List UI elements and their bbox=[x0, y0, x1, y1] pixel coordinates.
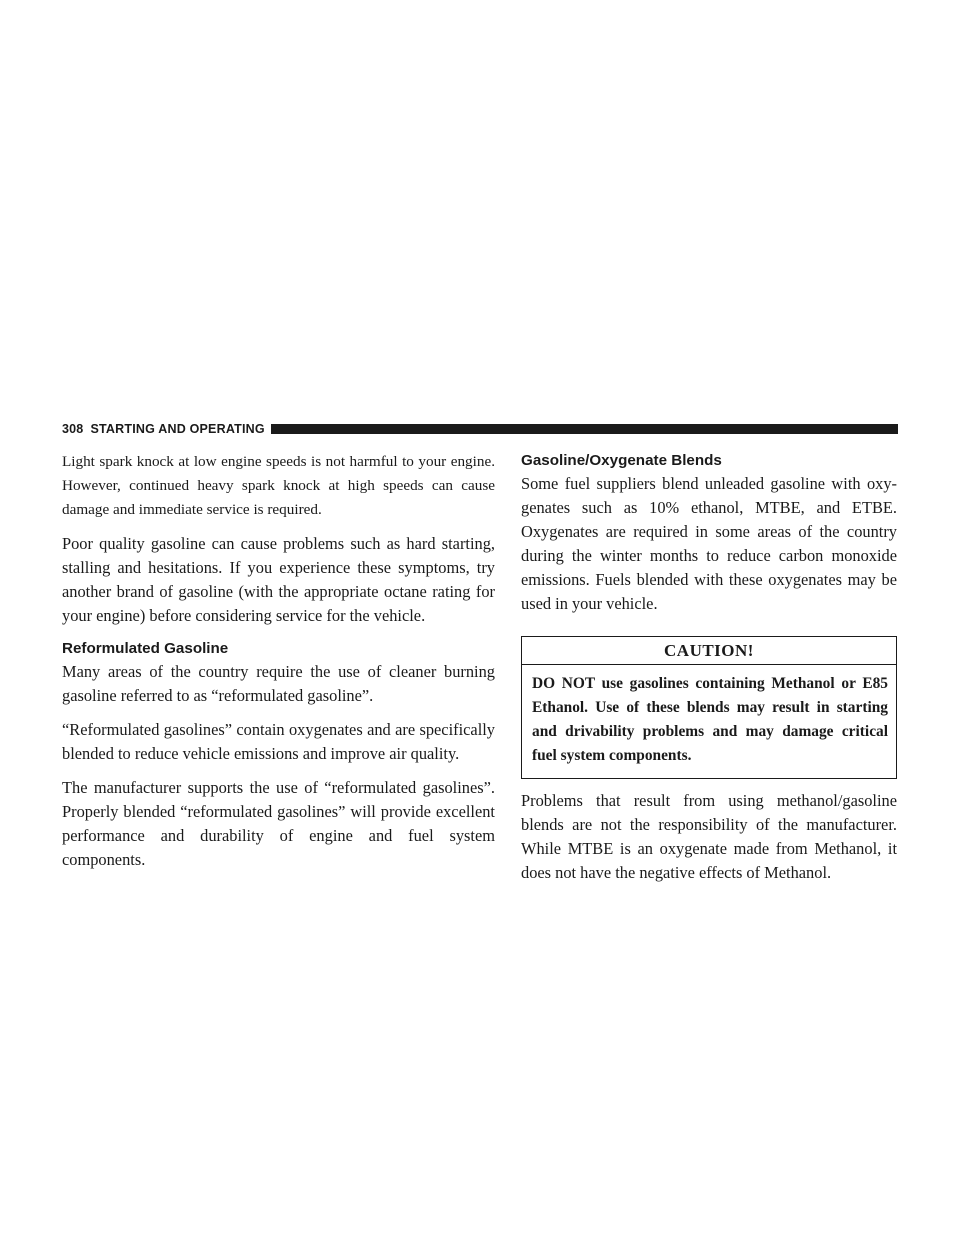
right-column bbox=[521, 450, 897, 885]
reformulated-oxygenates-paragraph: “Reformulated gasolines” contain oxygenates and are specifically blended to reduce vehicle emissions and improve air quality. bbox=[62, 720, 495, 763]
header-rule bbox=[271, 424, 898, 434]
left-column bbox=[62, 450, 495, 872]
section-title: STARTING AND OPERATING bbox=[90, 422, 265, 436]
page-number: 308 bbox=[62, 422, 84, 436]
caution-box bbox=[521, 636, 897, 779]
oxygenate-blends-heading: Gasoline/Oxygenate Blends bbox=[521, 452, 722, 469]
page-header bbox=[62, 421, 898, 437]
poor-quality-paragraph: Poor quality gasoline can cause problems such as hard starting, stalling and hesitations. If you experience these symptoms, try another brand of gasoline (with the appropriate octane rating for your engine) before considering service for the vehicle. bbox=[62, 534, 495, 625]
caution-title: CAUTION! bbox=[522, 637, 896, 665]
methanol-problems-paragraph: Problems that result from using methanol/gasoline blends are not the responsibility of the manufacturer. While MTBE is an oxygenate made from Methanol, it does not have the negative effects of Methanol. bbox=[521, 791, 897, 882]
reformulated-gasoline-heading: Reformulated Gasoline bbox=[62, 640, 229, 657]
manufacturer-support-paragraph: The manufacturer supports the use of “reformulated gasolines”. Properly blended “reformulated gasolines” will provide excellent performance and durability of engine and fuel system components. bbox=[62, 778, 495, 869]
caution-body: DO NOT use gasolines containing Methanol or E85 Ethanol. Use of these blends may result in starting and drivability problems and may damage critical fuel system components. bbox=[532, 675, 888, 764]
oxygenate-blends-paragraph: Some fuel suppliers blend unleaded gasoline with oxygenates such as 10% ethanol, MTBE, and ETBE. Oxygenates are required in some areas of the country during the winter months to reduce carbon monoxide emissions. Fuels blended with these oxygenates may be used in your vehicle. bbox=[521, 474, 897, 613]
spark-knock-paragraph: Light spark knock at low engine speeds is not harmful to your engine. However, continued heavy spark knock at high speeds can cause damage and immediate service is required. bbox=[62, 453, 495, 518]
reformulated-intro-paragraph: Many areas of the country require the use of cleaner burning gasoline referred to as “reformulated gasoline”. bbox=[62, 662, 495, 705]
